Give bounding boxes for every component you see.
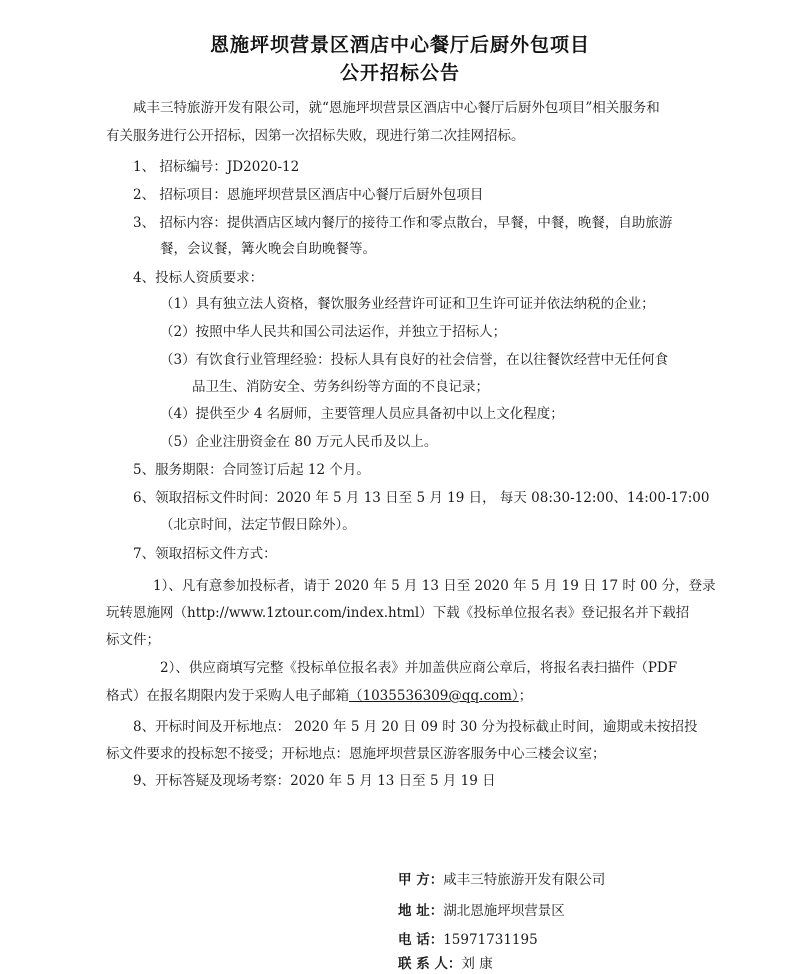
item-tender-number: 1、 招标编号：JD2020-12: [133, 159, 300, 175]
requirement-2: （2）按照中华人民共和国公司法运作，并独立于招标人；: [160, 324, 507, 340]
item-service-period: 5、服务期限：合同签订后起 12 个月。: [133, 462, 370, 478]
item-tender-content-line-1: 3、 招标内容：提供酒店区域内餐厅的接待工作和零点散台，早餐，中餐，晚餐，自助旅游: [133, 215, 673, 231]
signature-contact-label: 联 系 人：: [398, 956, 462, 972]
requirement-4: （4）提供至少 4 名厨师，主要管理人员应具备初中以上文化程度；: [160, 406, 564, 422]
signature-party-label: 甲 方：: [398, 872, 444, 888]
signature-phone-label: 电 话：: [398, 932, 444, 948]
document-subtitle: 公开招标公告: [339, 62, 460, 84]
method-1-line-3: 标文件；: [106, 632, 160, 648]
method-2-punct: ；: [518, 688, 533, 704]
requirement-5: （5）企业注册资金在 80 万元人民币及以上。: [160, 434, 438, 450]
intro-line-1: 咸丰三特旅游开发有限公司，就“恩施坪坝营景区酒店中心餐厅后厨外包项目”相关服务和: [133, 100, 660, 116]
signature-party-row: [398, 872, 605, 888]
item-collection-method-heading: 7、领取招标文件方式：: [133, 546, 277, 562]
signature-contact-value: 刘 康: [461, 956, 493, 972]
signature-address-row: [398, 903, 565, 919]
signature-phone-value: 15971731195: [443, 932, 538, 948]
intro-line-2: 有关服务进行公开招标，因第一次招标失败，现进行第二次挂网招标。: [106, 128, 525, 144]
item-tender-content-line-2: 餐，会议餐，篝火晚会自助晚餐等。: [160, 241, 376, 257]
document-title: 恩施坪坝营景区酒店中心餐厅后厨外包项目: [209, 34, 590, 56]
method-1-line-1: 1）、凡有意参加投标者，请于 2020 年 5 月 13 日至 2020 年 5 月 19 日 17 时 00 分，登录: [153, 578, 716, 594]
procurement-email: （1035536309@qq.com）: [349, 688, 519, 704]
item-bid-opening-line-1: 8、开标时间及开标地点： 2020 年 5 月 20 日 09 时 30 分为投标截止时间，逾期或未按招投: [133, 719, 698, 735]
requirement-3-line-1: （3）有饮食行业管理经验：投标人具有良好的社会信誉，在以往餐饮经营中无任何食: [160, 352, 669, 368]
item-qualification-heading: 4、投标人资质要求：: [133, 270, 264, 286]
signature-party-value: 咸丰三特旅游开发有限公司: [443, 872, 606, 888]
item-bid-opening-line-2: 标文件要求的投标恕不接受；开标地点：恩施坪坝营景区游客服务中心三楼会议室；: [106, 746, 606, 762]
signature-phone-row: [398, 932, 538, 948]
method-2-text: 格式）在报名期限内发于采购人电子邮箱: [106, 688, 349, 704]
requirement-1: （1）具有独立法人资格，餐饮服务业经营许可证和卫生许可证并依法纳税的企业；: [160, 296, 655, 312]
method-2-line-2: [106, 688, 532, 704]
requirement-3-line-2: 品卫生、消防安全、劳务纠纷等方面的不良记录；: [192, 379, 489, 395]
method-2-line-1: 2）、供应商填写完整《投标单位报名表》并加盖供应商公章后，将报名表扫描件（PDF: [160, 660, 678, 676]
item-collection-time-line-1: 6、领取招标文件时间：2020 年 5 月 13 日至 5 月 19 日， 每天 08:30-12:00、14:00-17:00: [133, 490, 710, 506]
item-qa-site-visit: 9、开标答疑及现场考察：2020 年 5 月 13 日至 5 月 19 日: [133, 773, 496, 789]
method-1-line-2: 玩转恩施网（http://www.1ztour.com/index.html）下载《投标单位报名表》登记报名并下载招: [106, 605, 690, 621]
signature-contact-row: [398, 956, 493, 972]
signature-address-label: 地 址：: [398, 903, 444, 919]
item-tender-project: 2、 招标项目：恩施坪坝营景区酒店中心餐厅后厨外包项目: [133, 187, 484, 203]
signature-address-value: 湖北恩施坪坝营景区: [443, 903, 565, 919]
item-collection-time-line-2: （北京时间，法定节假日除外）。: [160, 517, 356, 533]
